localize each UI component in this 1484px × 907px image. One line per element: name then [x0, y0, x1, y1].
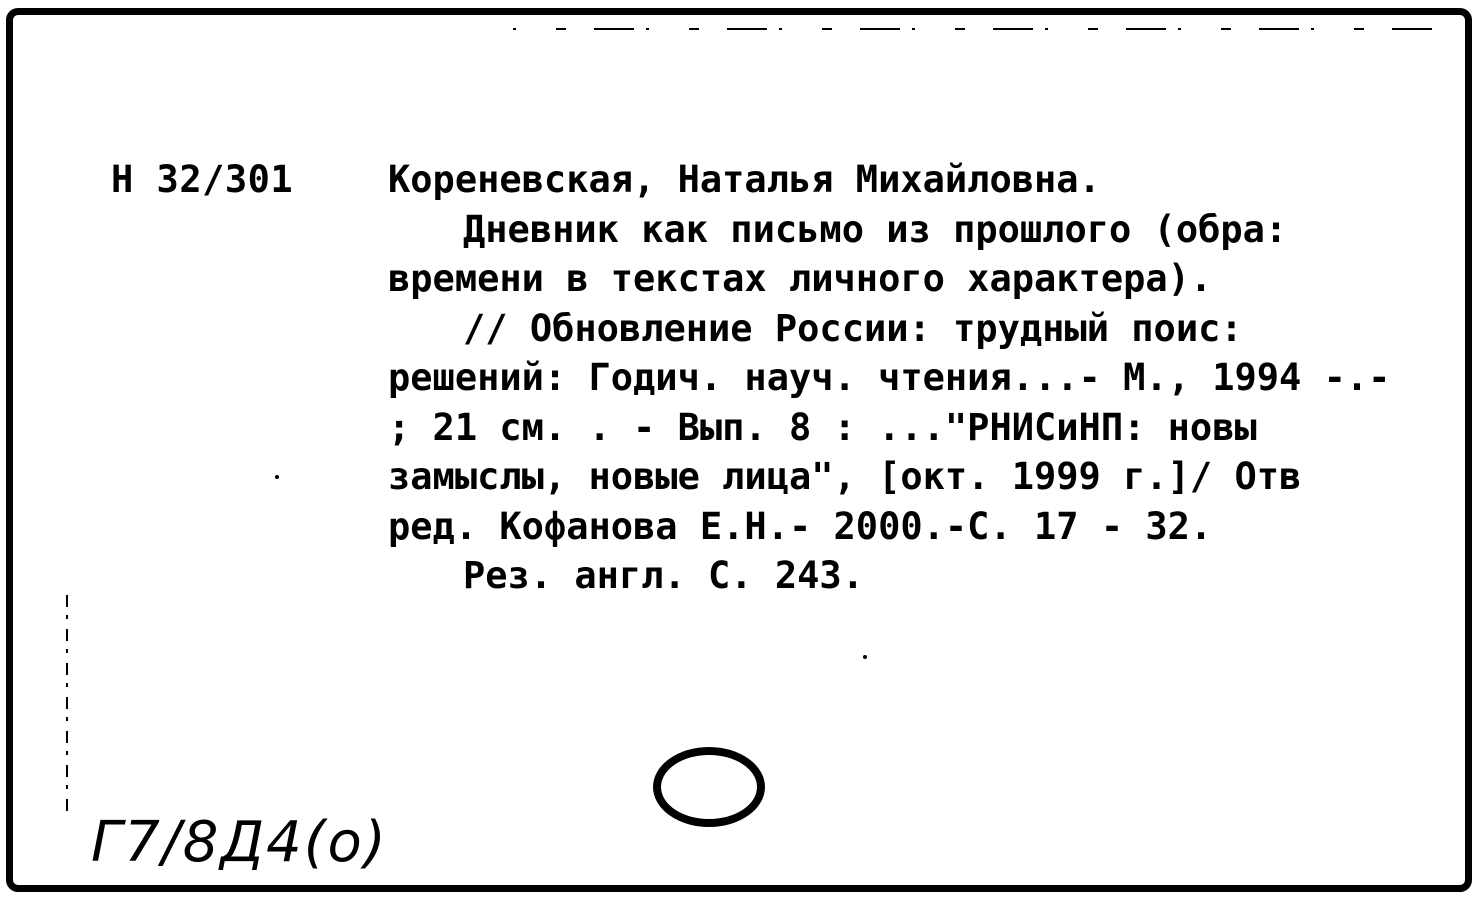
record-line-summary: Рез. англ. С. 243. [463, 554, 864, 597]
bibliographic-record [388, 155, 1472, 601]
record-line-source: // Обновление России: трудный поис: [463, 306, 1243, 350]
speck [863, 655, 867, 659]
record-line-editor: ред. Кофанова Е.Н.- 2000.-С. 17 - 32. [388, 504, 1213, 548]
record-line-issue-cont: замыслы, новые лица", [окт. 1999 г.]/ Отв [388, 455, 1302, 498]
record-line-title: Дневник как письмо из прошлого (обра: [463, 207, 1288, 251]
catalog-card [6, 8, 1472, 892]
top-dotted-line [513, 27, 1433, 31]
speck [275, 475, 279, 479]
punch-hole [653, 747, 765, 827]
record-line-author: Кореневская, Наталья Михайловна. [388, 158, 1101, 201]
record-line-issue: ; 21 см. . - Вып. 8 : ..."РНИСиНП: новы [388, 405, 1257, 449]
handwritten-classification: Г7/8Д4(о) [91, 810, 388, 875]
record-line-source-cont: решений: Годич. науч. чтения...- М., 1994 -.- [388, 356, 1391, 399]
left-dotted-line [65, 595, 69, 815]
record-line-title-cont: времени в текстах личного характера). [388, 257, 1213, 300]
shelf-mark: Н 32/301 [111, 158, 294, 201]
